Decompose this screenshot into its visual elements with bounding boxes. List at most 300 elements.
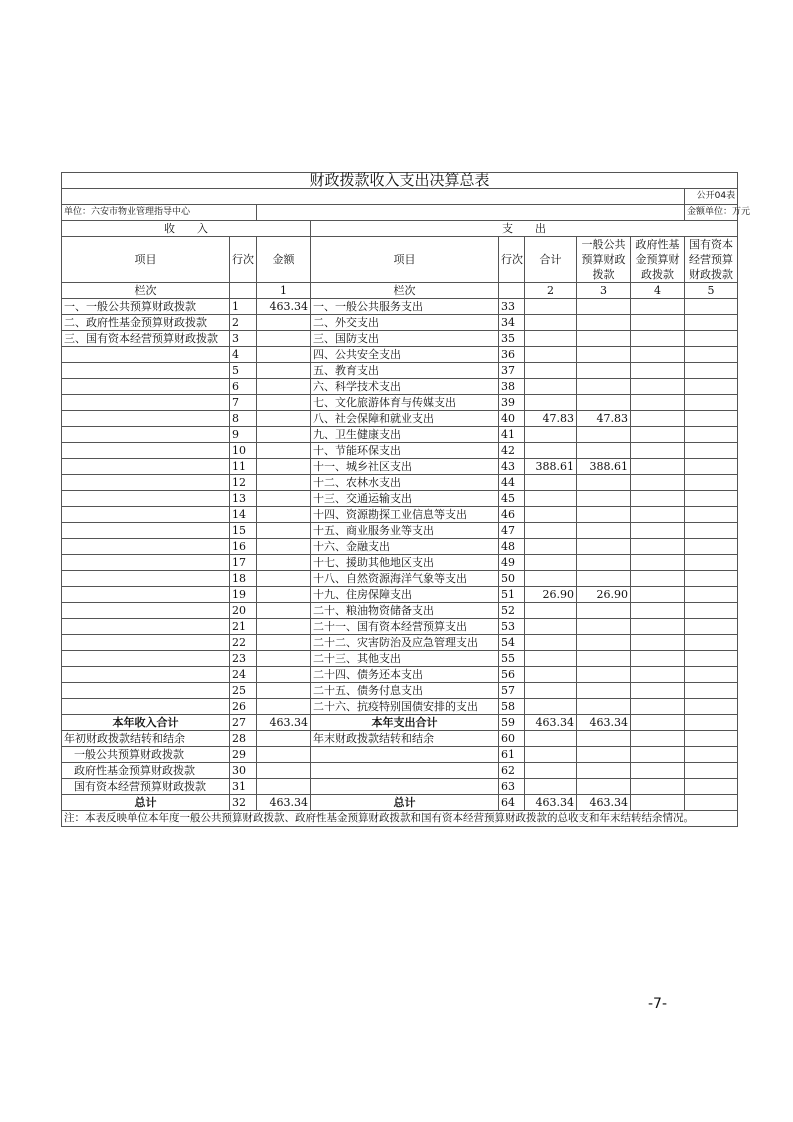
income-amount: [257, 363, 311, 379]
income-item: [62, 699, 230, 715]
expense-item: 二十六、抗疫特别国债安排的支出: [311, 699, 499, 715]
table-row: [62, 379, 738, 395]
expense-item: [311, 747, 499, 763]
expense-row-no: 58: [499, 699, 525, 715]
expense-item: 四、公共安全支出: [311, 347, 499, 363]
expense-row-no: 47: [499, 523, 525, 539]
expense-item: 九、卫生健康支出: [311, 427, 499, 443]
expense-total: [525, 427, 577, 443]
income-row-no: 24: [230, 667, 257, 683]
income-row-no: 10: [230, 443, 257, 459]
income-amount: [257, 571, 311, 587]
expense-general: [577, 699, 631, 715]
expense-gov-fund: [631, 571, 685, 587]
expense-total: 26.90: [525, 587, 577, 603]
expense-general: [577, 443, 631, 459]
carry-row: [62, 747, 738, 763]
expense-general: [577, 635, 631, 651]
table-row: [62, 587, 738, 603]
expense-row-no: 39: [499, 395, 525, 411]
income-row-no: 16: [230, 539, 257, 555]
income-item: [62, 411, 230, 427]
expense-item: 十、节能环保支出: [311, 443, 499, 459]
income-item: [62, 635, 230, 651]
income-amount: [257, 491, 311, 507]
expense-general: [577, 491, 631, 507]
expense-row-no: 51: [499, 587, 525, 603]
income-header: 收 入: [62, 221, 311, 237]
col-amount: 金额: [257, 237, 311, 283]
expense-total: [525, 379, 577, 395]
expense-item: 二十、粮油物资储备支出: [311, 603, 499, 619]
expense-row-no: 50: [499, 571, 525, 587]
expense-state-capital: [685, 619, 738, 635]
income-amount: [257, 507, 311, 523]
expense-total: [525, 667, 577, 683]
col-item: 项目: [62, 237, 230, 283]
expense-gov-fund: [631, 491, 685, 507]
expense-general: 463.34: [577, 715, 631, 731]
expense-state-capital: [685, 395, 738, 411]
table-row: [62, 555, 738, 571]
note-row: [62, 811, 738, 827]
expense-total: [525, 603, 577, 619]
expense-item: 十四、资源勘探工业信息等支出: [311, 507, 499, 523]
expense-total: [525, 347, 577, 363]
expense-item: 二、外交支出: [311, 315, 499, 331]
income-item: [62, 587, 230, 603]
expense-row-no: 34: [499, 315, 525, 331]
income-item: [62, 507, 230, 523]
income-row-no: 2: [230, 315, 257, 331]
expense-general: [577, 619, 631, 635]
expense-gov-fund: [631, 379, 685, 395]
income-amount: [257, 539, 311, 555]
expense-item: [311, 779, 499, 795]
expense-total: 388.61: [525, 459, 577, 475]
expense-general: [577, 395, 631, 411]
income-row-no: 21: [230, 619, 257, 635]
expense-row-no: 57: [499, 683, 525, 699]
expense-header: 支 出: [311, 221, 738, 237]
income-row-no: 11: [230, 459, 257, 475]
section-header-row: [62, 221, 738, 237]
income-item: [62, 379, 230, 395]
expense-state-capital: [685, 587, 738, 603]
income-row-no: 18: [230, 571, 257, 587]
income-amount: 463.34: [257, 715, 311, 731]
expense-total: [525, 363, 577, 379]
income-row-no: 8: [230, 411, 257, 427]
expense-general: [577, 603, 631, 619]
income-row-no: 7: [230, 395, 257, 411]
expense-state-capital: [685, 731, 738, 747]
table-row: [62, 331, 738, 347]
income-item: [62, 459, 230, 475]
income-item: [62, 667, 230, 683]
expense-gov-fund: [631, 347, 685, 363]
expense-general: 463.34: [577, 795, 631, 811]
income-row-no: 14: [230, 507, 257, 523]
expense-row-no: 37: [499, 363, 525, 379]
income-amount: [257, 635, 311, 651]
expense-general: [577, 731, 631, 747]
col-gov-fund: 政府性基金预算财政拨款: [631, 237, 685, 283]
table-row: [62, 315, 738, 331]
income-item: 总计: [62, 795, 230, 811]
income-row-no: 1: [230, 299, 257, 315]
income-item: [62, 363, 230, 379]
expense-row-no: 63: [499, 779, 525, 795]
expense-gov-fund: [631, 699, 685, 715]
income-item: 国有资本经营预算财政拨款: [62, 779, 230, 795]
table-row: [62, 539, 738, 555]
expense-state-capital: [685, 347, 738, 363]
expense-state-capital: [685, 491, 738, 507]
expense-state-capital: [685, 651, 738, 667]
expense-gov-fund: [631, 731, 685, 747]
expense-item: 十二、农林水支出: [311, 475, 499, 491]
expense-gov-fund: [631, 683, 685, 699]
expense-item: 二十一、国有资本经营预算支出: [311, 619, 499, 635]
table-row: [62, 571, 738, 587]
income-row-no: 19: [230, 587, 257, 603]
income-row-no: 23: [230, 651, 257, 667]
expense-gov-fund: [631, 459, 685, 475]
expense-total: [525, 299, 577, 315]
income-amount: [257, 683, 311, 699]
index-1: 1: [257, 283, 311, 299]
expense-state-capital: [685, 635, 738, 651]
expense-item: 二十二、灾害防治及应急管理支出: [311, 635, 499, 651]
income-amount: [257, 779, 311, 795]
year-total-row: [62, 715, 738, 731]
expense-general: [577, 571, 631, 587]
income-amount: [257, 699, 311, 715]
expense-row-no: 54: [499, 635, 525, 651]
index-3: 3: [577, 283, 631, 299]
expense-row-no: 38: [499, 379, 525, 395]
unit-label: 单位：六安市物业管理指导中心: [62, 205, 257, 221]
expense-row-no: 42: [499, 443, 525, 459]
expense-state-capital: [685, 443, 738, 459]
table-row: [62, 507, 738, 523]
table-row: [62, 363, 738, 379]
expense-gov-fund: [631, 539, 685, 555]
expense-total: [525, 571, 577, 587]
income-item: [62, 571, 230, 587]
expense-gov-fund: [631, 715, 685, 731]
expense-general: [577, 315, 631, 331]
expense-state-capital: [685, 459, 738, 475]
income-row-no: 22: [230, 635, 257, 651]
expense-item: 十七、援助其他地区支出: [311, 555, 499, 571]
expense-state-capital: [685, 555, 738, 571]
income-row-no: 32: [230, 795, 257, 811]
expense-total: [525, 651, 577, 667]
income-amount: [257, 587, 311, 603]
expense-gov-fund: [631, 587, 685, 603]
carry-row: [62, 763, 738, 779]
income-row-no: 31: [230, 779, 257, 795]
expense-state-capital: [685, 507, 738, 523]
expense-gov-fund: [631, 651, 685, 667]
expense-row-no: 40: [499, 411, 525, 427]
income-amount: [257, 395, 311, 411]
income-item: [62, 555, 230, 571]
expense-gov-fund: [631, 555, 685, 571]
table-row: [62, 443, 738, 459]
expense-general: 26.90: [577, 587, 631, 603]
expense-general: [577, 363, 631, 379]
meta-row-2: [62, 205, 738, 221]
expense-item: 十一、城乡社区支出: [311, 459, 499, 475]
expense-total: [525, 523, 577, 539]
index-4: 4: [631, 283, 685, 299]
expense-row-no: 35: [499, 331, 525, 347]
income-row-no: 30: [230, 763, 257, 779]
table-row: [62, 635, 738, 651]
expense-row-no: 60: [499, 731, 525, 747]
income-row-no: 12: [230, 475, 257, 491]
income-amount: [257, 651, 311, 667]
expense-total: [525, 491, 577, 507]
expense-row-no: 49: [499, 555, 525, 571]
expense-item: 本年支出合计: [311, 715, 499, 731]
income-item: 年初财政拨款结转和结余: [62, 731, 230, 747]
expense-state-capital: [685, 427, 738, 443]
income-row-no: 6: [230, 379, 257, 395]
expense-gov-fund: [631, 603, 685, 619]
expense-general: [577, 331, 631, 347]
expense-general: 388.61: [577, 459, 631, 475]
income-row-no: 17: [230, 555, 257, 571]
expense-general: [577, 763, 631, 779]
income-item: [62, 491, 230, 507]
expense-gov-fund: [631, 779, 685, 795]
expense-general: [577, 747, 631, 763]
expense-total: [525, 395, 577, 411]
expense-item: 年末财政拨款结转和结余: [311, 731, 499, 747]
income-row-no: 25: [230, 683, 257, 699]
income-row-no: 26: [230, 699, 257, 715]
expense-state-capital: [685, 667, 738, 683]
income-item: [62, 539, 230, 555]
income-row-no: 3: [230, 331, 257, 347]
expense-row-no: 59: [499, 715, 525, 731]
income-amount: 463.34: [257, 299, 311, 315]
table-row: [62, 491, 738, 507]
fiscal-appropriation-table: [61, 171, 751, 827]
expense-general: [577, 347, 631, 363]
col-general: 一般公共预算财政拨款: [577, 237, 631, 283]
expense-item: 七、文化旅游体育与传媒支出: [311, 395, 499, 411]
expense-total: [525, 779, 577, 795]
table-row: [62, 699, 738, 715]
expense-total: [525, 699, 577, 715]
income-item: [62, 427, 230, 443]
expense-item: 十八、自然资源海洋气象等支出: [311, 571, 499, 587]
expense-item: 二十三、其他支出: [311, 651, 499, 667]
income-amount: 463.34: [257, 795, 311, 811]
expense-general: [577, 683, 631, 699]
income-row-no: 5: [230, 363, 257, 379]
expense-item: 十三、交通运输支出: [311, 491, 499, 507]
expense-row-no: 62: [499, 763, 525, 779]
expense-item: 八、社会保障和就业支出: [311, 411, 499, 427]
income-item: [62, 523, 230, 539]
expense-gov-fund: [631, 507, 685, 523]
expense-general: [577, 523, 631, 539]
col-row-no-2: 行次: [499, 237, 525, 283]
expense-gov-fund: [631, 315, 685, 331]
income-row-no: 9: [230, 427, 257, 443]
expense-state-capital: [685, 683, 738, 699]
expense-item: 十六、金融支出: [311, 539, 499, 555]
expense-gov-fund: [631, 763, 685, 779]
expense-item: 十九、住房保障支出: [311, 587, 499, 603]
table-row: [62, 683, 738, 699]
carry-row: [62, 731, 738, 747]
amount-unit: 金额单位：万元: [685, 205, 738, 221]
meta-row-1: [62, 189, 738, 205]
table-row: [62, 523, 738, 539]
expense-general: [577, 651, 631, 667]
expense-gov-fund: [631, 635, 685, 651]
expense-total: [525, 475, 577, 491]
income-item: 本年收入合计: [62, 715, 230, 731]
expense-gov-fund: [631, 443, 685, 459]
page-number: -7-: [648, 996, 668, 1012]
expense-total: 463.34: [525, 715, 577, 731]
expense-state-capital: [685, 779, 738, 795]
income-amount: [257, 411, 311, 427]
expense-state-capital: [685, 699, 738, 715]
expense-total: [525, 731, 577, 747]
expense-gov-fund: [631, 523, 685, 539]
income-item: [62, 651, 230, 667]
income-row-no: 4: [230, 347, 257, 363]
title-row: [62, 173, 738, 189]
expense-total: [525, 539, 577, 555]
expense-total: [525, 443, 577, 459]
expense-state-capital: [685, 603, 738, 619]
table-row: [62, 411, 738, 427]
expense-gov-fund: [631, 299, 685, 315]
expense-state-capital: [685, 795, 738, 811]
col-item-2: 项目: [311, 237, 499, 283]
carry-row: [62, 779, 738, 795]
table-row: [62, 667, 738, 683]
table-note: 注：本表反映单位本年度一般公共预算财政拨款、政府性基金预算财政拨款和国有资本经营预算财政拨款的总收支和年末结转结余情况。: [62, 811, 738, 827]
expense-total: [525, 331, 577, 347]
income-item: [62, 619, 230, 635]
expense-gov-fund: [631, 395, 685, 411]
income-row-no: 29: [230, 747, 257, 763]
table-title: 财政拨款收入支出决算总表: [62, 173, 738, 189]
income-row-no: 20: [230, 603, 257, 619]
expense-general: [577, 539, 631, 555]
expense-row-no: 43: [499, 459, 525, 475]
grand-total-row: [62, 795, 738, 811]
col-state-capital: 国有资本经营预算财政拨款: [685, 237, 738, 283]
income-amount: [257, 667, 311, 683]
expense-state-capital: [685, 475, 738, 491]
expense-item: 二十四、债务还本支出: [311, 667, 499, 683]
column-header-row: [62, 237, 738, 283]
index-2: 2: [525, 283, 577, 299]
expense-gov-fund: [631, 427, 685, 443]
table-row: [62, 395, 738, 411]
income-amount: [257, 555, 311, 571]
expense-gov-fund: [631, 747, 685, 763]
income-item: [62, 347, 230, 363]
expense-gov-fund: [631, 363, 685, 379]
income-amount: [257, 315, 311, 331]
income-item: [62, 683, 230, 699]
expense-general: [577, 379, 631, 395]
expense-item: 总计: [311, 795, 499, 811]
index-label-2: 栏次: [311, 283, 499, 299]
expense-item: 十五、商业服务业等支出: [311, 523, 499, 539]
expense-state-capital: [685, 539, 738, 555]
income-amount: [257, 619, 311, 635]
table-row: [62, 619, 738, 635]
form-number: 公开04表: [685, 189, 738, 205]
table-row: [62, 347, 738, 363]
expense-state-capital: [685, 379, 738, 395]
expense-state-capital: [685, 715, 738, 731]
col-total: 合计: [525, 237, 577, 283]
expense-gov-fund: [631, 619, 685, 635]
table-row: [62, 427, 738, 443]
income-amount: [257, 331, 311, 347]
expense-total: [525, 619, 577, 635]
expense-state-capital: [685, 315, 738, 331]
expense-state-capital: [685, 411, 738, 427]
income-item: 一般公共预算财政拨款: [62, 747, 230, 763]
income-item: 一、一般公共预算财政拨款: [62, 299, 230, 315]
income-item: 二、政府性基金预算财政拨款: [62, 315, 230, 331]
table-row: [62, 603, 738, 619]
table-row: [62, 299, 738, 315]
income-row-no: 13: [230, 491, 257, 507]
expense-item: 六、科学技术支出: [311, 379, 499, 395]
income-amount: [257, 379, 311, 395]
expense-total: [525, 683, 577, 699]
expense-row-no: 55: [499, 651, 525, 667]
expense-state-capital: [685, 299, 738, 315]
expense-item: 五、教育支出: [311, 363, 499, 379]
income-amount: [257, 427, 311, 443]
expense-item: [311, 763, 499, 779]
expense-row-no: 33: [499, 299, 525, 315]
income-row-no: 15: [230, 523, 257, 539]
expense-general: [577, 299, 631, 315]
expense-row-no: 53: [499, 619, 525, 635]
expense-item: 三、国防支出: [311, 331, 499, 347]
expense-state-capital: [685, 747, 738, 763]
expense-item: 一、一般公共服务支出: [311, 299, 499, 315]
expense-general: [577, 475, 631, 491]
expense-general: 47.83: [577, 411, 631, 427]
expense-state-capital: [685, 571, 738, 587]
column-index-row: [62, 283, 738, 299]
expense-gov-fund: [631, 411, 685, 427]
expense-state-capital: [685, 763, 738, 779]
col-row-no: 行次: [230, 237, 257, 283]
expense-total: [525, 635, 577, 651]
